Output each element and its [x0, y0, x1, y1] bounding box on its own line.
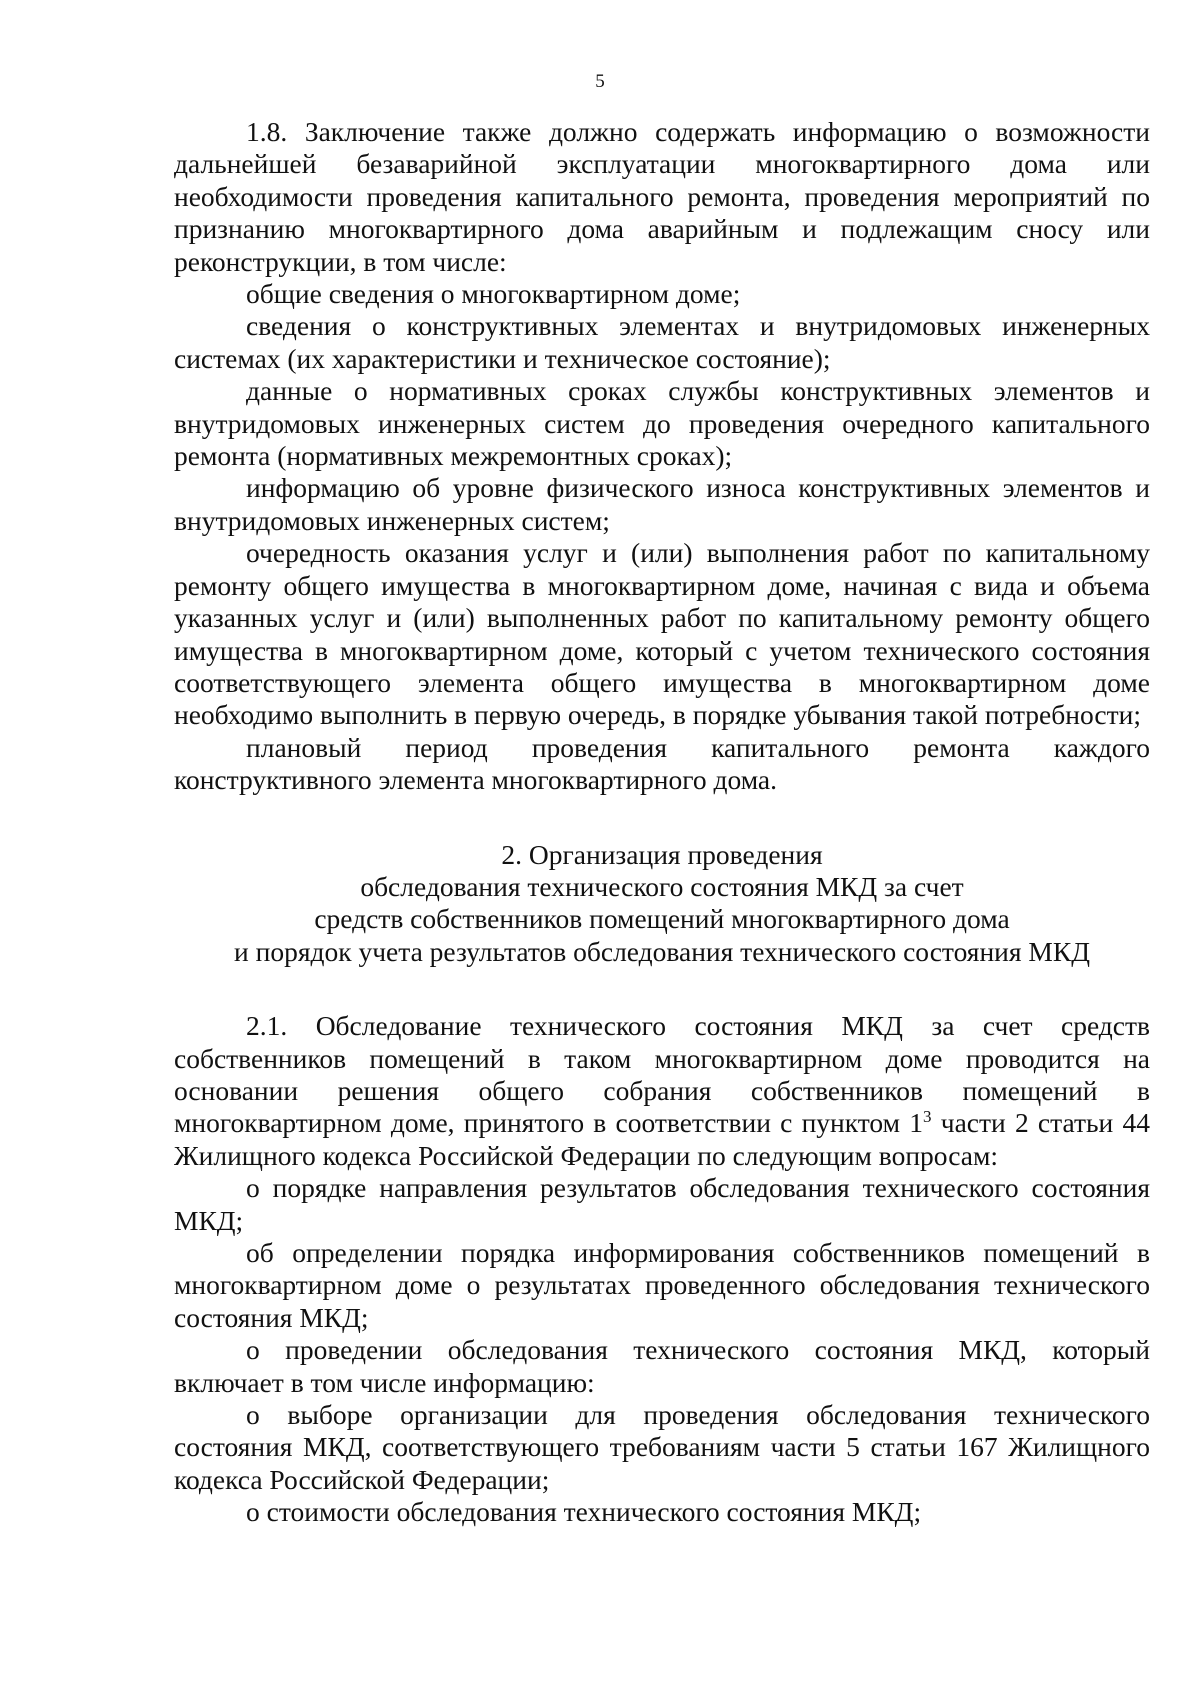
section-gap	[174, 797, 1150, 839]
paragraph-2-1	[174, 1010, 1150, 1172]
heading-line-1: 2. Организация проведения	[501, 838, 823, 870]
paragraph-2-1-text: 2.1. Обследование технического состояния МКД за счет средств собственников помещений в таком многоквартирном доме проводится на основании решения общего собрания собственников помещений в многоквартирном доме, принятого в соответствии с пунктом 1	[174, 1010, 1150, 1139]
list-item-organization-choice: о выборе организации для проведения обследования технического состояния МКД, соответствующего требованиям части 5 статьи 167 Жилищного кодекса Российской Федерации;	[174, 1399, 1150, 1495]
list-item-planned-period: плановый период проведения капитального ремонта каждого конструктивного элемента многоквартирного дома.	[174, 731, 1150, 796]
document-content	[174, 116, 1150, 1529]
page-number: 5	[595, 71, 605, 92]
superscript-three: 3	[923, 1107, 932, 1127]
list-item-service-life: данные о нормативных сроках службы конструктивных элементов и внутридомовых инженерных систем до проведения очередного капитального ремонта (нормативных межремонтных сроках);	[174, 375, 1150, 472]
list-item-structural-elements: сведения о конструктивных элементах и внутридомовых инженерных системах (их характеристики и техническое состояние);	[174, 310, 1150, 374]
paragraph-2-1-continuation: части 2 статьи 44 Жилищного кодекса Российской Федерации по следующим вопросам:	[174, 1107, 1150, 1171]
section-2-heading	[174, 839, 1150, 969]
list-item-conduct-inspection: о проведении обследования технического состояния МКД, который включает в том числе информацию:	[174, 1334, 1150, 1398]
list-item-general-info: общие сведения о многоквартирном доме;	[246, 278, 741, 310]
list-item-owner-notification: об определении порядка информирования собственников помещений в многоквартирном доме о результатах проведенного обследования технического состояния МКД;	[174, 1237, 1150, 1333]
paragraph-1-8: 1.8. Заключение также должно содержать информацию о возможности дальнейшей безаварийной эксплуатации многоквартирного дома или необходимости проведения капитального ремонта, проведения мероприятий по признанию многоквартирного дома аварийным и подлежащим сносу или реконструкции, в том числе:	[174, 116, 1150, 277]
list-item-results-procedure: о порядке направления результатов обследования технического состояния МКД;	[174, 1172, 1150, 1236]
list-item-physical-wear: информацию об уровне физического износа конструктивных элементов и внутридомовых инженерных систем;	[174, 472, 1150, 536]
heading-line-4: и порядок учета результатов обследования технического состояния МКД	[234, 935, 1090, 967]
list-item-inspection-cost: о стоимости обследования технического состояния МКД;	[246, 1496, 922, 1528]
section-gap	[174, 968, 1150, 1010]
heading-line-2: обследования технического состояния МКД за счет	[360, 870, 964, 902]
list-item-repair-priority: очередность оказания услуг и (или) выполнения работ по капитальному ремонту общего имущества в многоквартирном доме, начиная с вида и объема указанных услуг и (или) выполненных работ по капитальному ремонту общего имущества в многоквартирном доме, который с учетом технического состояния соответствующего элемента общего имущества в многоквартирном доме необходимо выполнить в первую очередь, в порядке убывания такой потребности;	[174, 537, 1150, 731]
heading-line-3: средств собственников помещений многоквартирного дома	[314, 903, 1010, 935]
